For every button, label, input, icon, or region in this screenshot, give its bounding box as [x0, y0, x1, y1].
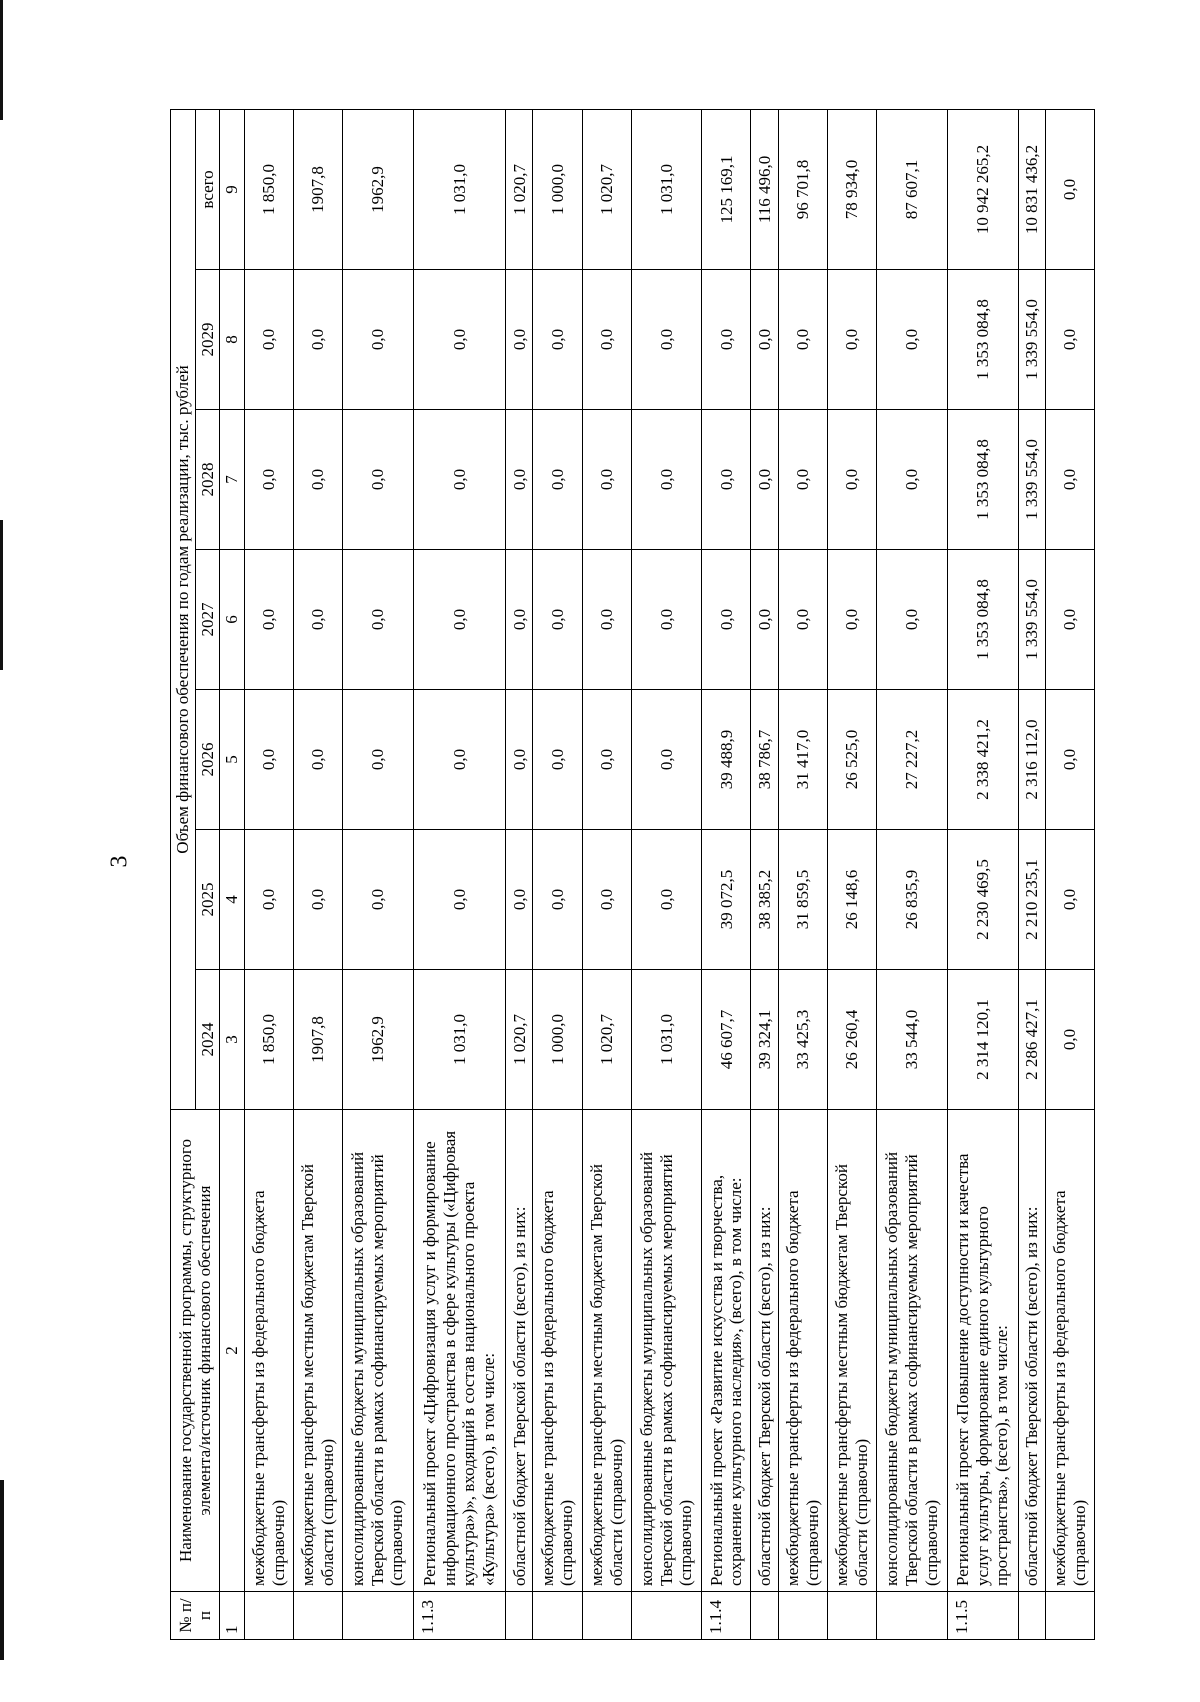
row-year-value: 0,0: [533, 410, 582, 550]
column-number-row: [220, 109, 245, 1639]
row-name: консолидированные бюджеты муниципальных образований Тверской области в рамках софинансируемых мероприятий (справочно): [631, 1110, 702, 1592]
row-year-value: 0,0: [631, 550, 702, 690]
row-number: 1.1.5: [947, 1592, 1018, 1640]
row-number: 1.1.3: [413, 1592, 506, 1640]
row-total-value: 0,0: [1045, 109, 1094, 269]
row-year-value: 0,0: [413, 830, 506, 970]
row-year-value: 33 544,0: [876, 970, 947, 1110]
row-year-value: 33 425,3: [778, 970, 827, 1110]
row-year-value: 0,0: [342, 830, 413, 970]
row-number: [506, 1592, 533, 1640]
row-year-value: 0,0: [293, 410, 342, 550]
column-number: 8: [220, 270, 245, 410]
row-year-value: 0,0: [506, 830, 533, 970]
row-year-value: 0,0: [244, 830, 293, 970]
table-row: [827, 109, 876, 1639]
row-year-value: 0,0: [631, 830, 702, 970]
row-total-value: 1 850,0: [244, 109, 293, 269]
row-year-value: 0,0: [1045, 270, 1094, 410]
row-total-value: 10 831 436,2: [1018, 109, 1045, 269]
row-total-value: 87 607,1: [876, 109, 947, 269]
column-number: 4: [220, 830, 245, 970]
row-year-value: 1 353 084,8: [947, 410, 1018, 550]
row-total-value: 96 701,8: [778, 109, 827, 269]
row-number: [582, 1592, 631, 1640]
row-year-value: 0,0: [827, 410, 876, 550]
finance-table-wrapper: [170, 110, 1095, 1640]
row-year-value: 0,0: [506, 270, 533, 410]
row-year-value: 2 316 112,0: [1018, 690, 1045, 830]
row-name: консолидированные бюджеты муниципальных образований Тверской области в рамках софинансируемых мероприятий (справочно): [342, 1110, 413, 1592]
row-year-value: 1907,8: [293, 970, 342, 1110]
row-year-value: 0,0: [827, 270, 876, 410]
column-number: 9: [220, 109, 245, 269]
row-year-value: 0,0: [244, 550, 293, 690]
row-year-value: 0,0: [751, 550, 778, 690]
row-total-value: 10 942 265,2: [947, 109, 1018, 269]
row-name: межбюджетные трансферты из федерального бюджета (справочно): [533, 1110, 582, 1592]
row-year-value: 2 230 469,5: [947, 830, 1018, 970]
row-year-value: 1 000,0: [533, 970, 582, 1110]
column-number: 3: [220, 970, 245, 1110]
row-year-value: 0,0: [293, 690, 342, 830]
row-total-value: 1 031,0: [413, 109, 506, 269]
table-row: [342, 109, 413, 1639]
table-row: [1045, 109, 1094, 1639]
row-year-value: 0,0: [702, 270, 751, 410]
row-year-value: 39 488,9: [702, 690, 751, 830]
table-row: [582, 109, 631, 1639]
row-total-value: 78 934,0: [827, 109, 876, 269]
row-year-value: 26 148,6: [827, 830, 876, 970]
row-year-value: 1 353 084,8: [947, 550, 1018, 690]
table-body: [244, 109, 1094, 1639]
row-year-value: 0,0: [582, 410, 631, 550]
row-year-value: 0,0: [702, 550, 751, 690]
row-year-value: 26 835,9: [876, 830, 947, 970]
row-year-value: 31 859,5: [778, 830, 827, 970]
row-number: [778, 1592, 827, 1640]
row-year-value: 0,0: [342, 690, 413, 830]
row-year-value: 2 210 235,1: [1018, 830, 1045, 970]
row-year-value: 0,0: [342, 410, 413, 550]
header-num: № п/п: [171, 1592, 220, 1640]
header-year: 2025: [195, 830, 220, 970]
header-year: 2027: [195, 550, 220, 690]
row-year-value: 0,0: [1045, 970, 1094, 1110]
row-year-value: 26 525,0: [827, 690, 876, 830]
row-year-value: 0,0: [293, 830, 342, 970]
row-name: консолидированные бюджеты муниципальных образований Тверской области в рамках софинансируемых мероприятий (справочно): [876, 1110, 947, 1592]
row-name: межбюджетные трансферты из федерального бюджета (справочно): [244, 1110, 293, 1592]
header-year: 2024: [195, 970, 220, 1110]
row-total-value: 1 020,7: [582, 109, 631, 269]
row-year-value: 1 020,7: [582, 970, 631, 1110]
row-year-value: 0,0: [506, 690, 533, 830]
row-year-value: 0,0: [293, 550, 342, 690]
row-number: [293, 1592, 342, 1640]
row-year-value: 0,0: [876, 270, 947, 410]
header-finance: Объем финансового обеспечения по годам реализации, тыс. рублей: [171, 109, 196, 1109]
row-year-value: 0,0: [876, 410, 947, 550]
row-name: Региональный проект «Цифровизация услуг и формирование информационного пространства в сфере культуры («Цифровая культура»)», входящий в состав национального проекта «Культура» (всего), в том числе:: [413, 1110, 506, 1592]
row-year-value: 0,0: [1045, 410, 1094, 550]
row-number: [1045, 1592, 1094, 1640]
row-year-value: 0,0: [751, 270, 778, 410]
row-name: Региональный проект «Развитие искусства и творчества, сохранение культурного наследия», (всего), в том числе:: [702, 1110, 751, 1592]
row-year-value: 0,0: [631, 410, 702, 550]
header-year: 2026: [195, 690, 220, 830]
row-year-value: 0,0: [244, 270, 293, 410]
row-year-value: 2 314 120,1: [947, 970, 1018, 1110]
finance-table: [170, 109, 1095, 1640]
row-year-value: 0,0: [342, 550, 413, 690]
column-number: 2: [220, 1110, 245, 1592]
column-number: 6: [220, 550, 245, 690]
row-number: [827, 1592, 876, 1640]
row-name: межбюджетные трансферты из федерального бюджета (справочно): [1045, 1110, 1094, 1592]
row-year-value: 26 260,4: [827, 970, 876, 1110]
row-year-value: 38 786,7: [751, 690, 778, 830]
row-year-value: 1 339 554,0: [1018, 270, 1045, 410]
page-number: 3: [106, 855, 133, 868]
row-number: [751, 1592, 778, 1640]
row-name: областной бюджет Тверской области (всего), из них:: [751, 1110, 778, 1592]
row-year-value: 0,0: [827, 550, 876, 690]
row-total-value: 1907,8: [293, 109, 342, 269]
row-total-value: 125 169,1: [702, 109, 751, 269]
table-row: [702, 109, 751, 1639]
row-year-value: 0,0: [413, 690, 506, 830]
row-year-value: 1 339 554,0: [1018, 550, 1045, 690]
row-year-value: 0,0: [342, 270, 413, 410]
row-total-value: 1 020,7: [506, 109, 533, 269]
row-year-value: 0,0: [1045, 690, 1094, 830]
header-year: 2029: [195, 270, 220, 410]
header-row: [171, 109, 196, 1639]
table-row: [631, 109, 702, 1639]
row-year-value: 0,0: [778, 410, 827, 550]
row-year-value: 0,0: [244, 690, 293, 830]
row-year-value: 1962,9: [342, 970, 413, 1110]
row-number: [1018, 1592, 1045, 1640]
row-year-value: 0,0: [413, 550, 506, 690]
row-total-value: 116 496,0: [751, 109, 778, 269]
row-number: 1.1.4: [702, 1592, 751, 1640]
row-year-value: 0,0: [506, 410, 533, 550]
row-year-value: 39 072,5: [702, 830, 751, 970]
row-year-value: 0,0: [506, 550, 533, 690]
table-row: [751, 109, 778, 1639]
row-year-value: 0,0: [876, 550, 947, 690]
column-number: 7: [220, 410, 245, 550]
row-year-value: 0,0: [778, 270, 827, 410]
row-year-value: 31 417,0: [778, 690, 827, 830]
column-number: 5: [220, 690, 245, 830]
table-row: [413, 109, 506, 1639]
row-year-value: 1 850,0: [244, 970, 293, 1110]
row-year-value: 1 020,7: [506, 970, 533, 1110]
row-year-value: 0,0: [778, 550, 827, 690]
row-year-value: 46 607,7: [702, 970, 751, 1110]
row-year-value: 0,0: [293, 270, 342, 410]
row-year-value: 0,0: [631, 270, 702, 410]
row-number: [533, 1592, 582, 1640]
row-total-value: 1 031,0: [631, 109, 702, 269]
row-number: [342, 1592, 413, 1640]
row-number: [631, 1592, 702, 1640]
row-year-value: 0,0: [533, 830, 582, 970]
row-year-value: 2 286 427,1: [1018, 970, 1045, 1110]
row-year-value: 0,0: [413, 410, 506, 550]
row-name: межбюджетные трансферты из федерального бюджета (справочно): [778, 1110, 827, 1592]
row-number: [244, 1592, 293, 1640]
row-year-value: 0,0: [582, 270, 631, 410]
row-year-value: 0,0: [702, 410, 751, 550]
row-year-value: 1 339 554,0: [1018, 410, 1045, 550]
header-name: Наименование государственной программы, структурного элемента/источник финансового обеспечения: [171, 1110, 220, 1592]
row-name: областной бюджет Тверской области (всего), из них:: [1018, 1110, 1045, 1592]
table-row: [876, 109, 947, 1639]
row-name: межбюджетные трансферты местным бюджетам Тверской области (справочно): [293, 1110, 342, 1592]
row-number: [876, 1592, 947, 1640]
row-year-value: 0,0: [533, 270, 582, 410]
row-year-value: 27 227,2: [876, 690, 947, 830]
row-year-value: 0,0: [751, 410, 778, 550]
row-name: межбюджетные трансферты местным бюджетам Тверской области (справочно): [827, 1110, 876, 1592]
table-row: [778, 109, 827, 1639]
scan-edge-mark: [0, 1480, 4, 1660]
table-row: [293, 109, 342, 1639]
row-name: областной бюджет Тверской области (всего), из них:: [506, 1110, 533, 1592]
header-total: всего: [195, 109, 220, 269]
table-row: [244, 109, 293, 1639]
scan-edge-mark: [0, 0, 3, 120]
table-row: [506, 109, 533, 1639]
row-year-value: 1 031,0: [413, 970, 506, 1110]
header-year: 2028: [195, 410, 220, 550]
table-row: [1018, 109, 1045, 1639]
column-number: 1: [220, 1592, 245, 1640]
row-year-value: 0,0: [1045, 830, 1094, 970]
row-year-value: 2 338 421,2: [947, 690, 1018, 830]
row-year-value: 0,0: [413, 270, 506, 410]
row-total-value: 1 000,0: [533, 109, 582, 269]
row-year-value: 0,0: [582, 550, 631, 690]
row-year-value: 0,0: [582, 690, 631, 830]
row-year-value: 0,0: [1045, 550, 1094, 690]
row-name: Региональный проект «Повышение доступности и качества услуг культуры, формирование единого культурного пространства», (всего), в том числе:: [947, 1110, 1018, 1592]
row-year-value: 38 385,2: [751, 830, 778, 970]
row-year-value: 39 324,1: [751, 970, 778, 1110]
row-year-value: 0,0: [631, 690, 702, 830]
row-total-value: 1962,9: [342, 109, 413, 269]
row-year-value: 0,0: [582, 830, 631, 970]
table-row: [533, 109, 582, 1639]
scan-edge-mark: [0, 520, 3, 670]
row-year-value: 0,0: [533, 690, 582, 830]
row-year-value: 1 031,0: [631, 970, 702, 1110]
row-year-value: 0,0: [244, 410, 293, 550]
row-year-value: 1 353 084,8: [947, 270, 1018, 410]
table-row: [947, 109, 1018, 1639]
row-year-value: 0,0: [533, 550, 582, 690]
row-name: межбюджетные трансферты местным бюджетам Тверской области (справочно): [582, 1110, 631, 1592]
